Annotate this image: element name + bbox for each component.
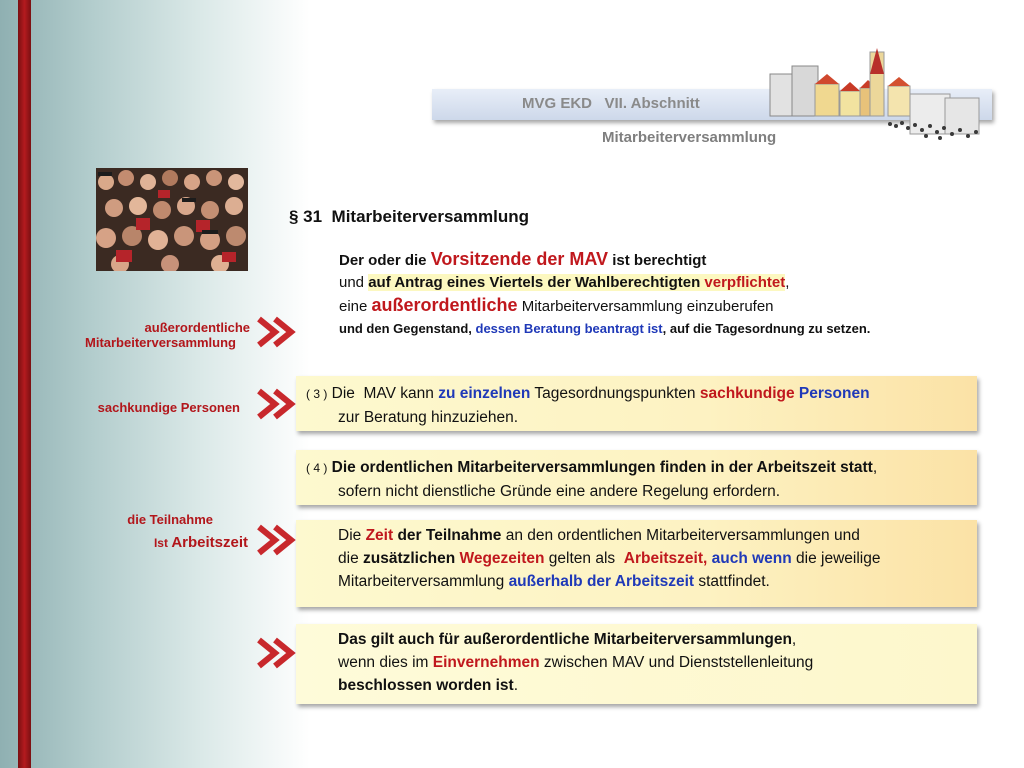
paragraph-box-arbeitszeit	[296, 520, 977, 607]
box-highlight: zusätzlichen	[363, 550, 456, 567]
box-highlight: Wegezeiten	[459, 550, 545, 567]
box-text: gelten als	[544, 550, 624, 567]
intro-line-4	[339, 318, 979, 340]
box3-line-1	[306, 382, 967, 406]
intro-highlight: auf Antrag eines Viertels der Wahlberechtigten	[368, 274, 701, 291]
box6-line-1	[296, 628, 967, 651]
box-text: stattfindet.	[694, 573, 770, 590]
double-chevron-right-icon	[256, 315, 298, 349]
crowd-photo	[96, 168, 248, 271]
intro-highlight: außerordentliche	[371, 295, 518, 315]
box4-line-2: sofern nicht dienstliche Gründe eine andere Regelung erfordern.	[338, 483, 781, 500]
intro-text: und	[339, 274, 369, 291]
double-chevron-right-icon	[256, 636, 298, 670]
paragraph-box-3	[296, 376, 977, 431]
box-text: zwischen MAV und Dienststellenleitung	[539, 654, 814, 671]
box-text: ,	[791, 631, 797, 648]
intro-text: eine	[339, 298, 372, 315]
intro-highlight: dessen Beratung beantragt ist	[475, 321, 663, 336]
paragraph-number: ( 3 )	[306, 387, 328, 401]
box-text: die	[338, 550, 363, 567]
box-highlight: Das gilt auch für außerordentliche Mitarbeiterversammlungen	[338, 631, 792, 648]
intro-text: Mitarbeiterversammlung einzuberufen	[517, 298, 774, 315]
intro-line-2	[339, 272, 979, 294]
box-text: Die MAV kann	[327, 385, 439, 402]
header-title: MVG EKD VII. Abschnitt	[522, 95, 700, 112]
box-text: die jeweilige	[791, 550, 881, 567]
header-subtitle: Mitarbeiterversammlung	[602, 129, 777, 146]
box-highlight: auch wenn	[711, 550, 792, 567]
side-label-line: außerordentliche	[144, 320, 250, 335]
box-text: Tagesordnungspunkten	[530, 385, 700, 402]
box-text: Die	[338, 527, 366, 544]
section-title: § 31 Mitarbeiterversammlung	[289, 207, 529, 226]
box5-line-2	[296, 547, 967, 570]
intro-text: und den Gegenstand,	[339, 321, 476, 336]
side-label-line: die Teilnahme	[127, 512, 213, 527]
box6-line-2	[296, 651, 967, 674]
box-highlight: Einvernehmen	[432, 654, 540, 671]
side-label-sachkundig	[60, 400, 240, 415]
side-label-ausserordentlich	[60, 320, 250, 350]
intro-paragraph	[339, 248, 979, 340]
intro-line-1	[339, 248, 979, 272]
box-highlight: zu einzelnen	[438, 385, 531, 402]
intro-line-3	[339, 294, 979, 318]
intro-highlight: verpflichtet	[704, 274, 786, 291]
town-skyline-illustration	[740, 46, 990, 146]
side-label-line: Mitarbeiterversammlung	[85, 335, 236, 350]
box-text: .	[513, 677, 519, 694]
box6-line-3	[296, 674, 967, 697]
intro-text: ist berechtigt	[608, 252, 707, 269]
side-label-line: Arbeitszeit	[171, 534, 248, 551]
box-highlight: beschlossen worden ist	[338, 677, 514, 694]
intro-text: ,	[785, 274, 790, 291]
box-text: wenn dies im	[338, 654, 433, 671]
box-highlight: außerhalb der Arbeitszeit	[508, 573, 695, 590]
side-label-teilnahme	[60, 512, 213, 527]
intro-highlight: Vorsitzende der MAV	[430, 249, 609, 269]
box5-line-1	[296, 524, 967, 547]
box5-line-3	[296, 570, 967, 593]
intro-text: , auf die Tagesordnung zu setzen.	[662, 321, 871, 336]
box-highlight: Zeit	[365, 527, 394, 544]
box-highlight: Arbeitszeit,	[623, 550, 708, 567]
box-text: ,	[872, 459, 878, 476]
box4-line-1	[306, 456, 967, 480]
box-highlight: sachkundige	[699, 385, 795, 402]
left-red-bar	[18, 0, 31, 768]
intro-text: Der oder die	[339, 252, 431, 269]
paragraph-box-ausserordentlich	[296, 624, 977, 704]
double-chevron-right-icon	[256, 387, 298, 421]
paragraph-box-4	[296, 450, 977, 505]
box-highlight: Personen	[798, 385, 870, 402]
box-highlight: Die ordentlichen Mitarbeiterversammlungen finden in der Arbeitszeit statt	[327, 459, 873, 476]
side-label-line: sachkundige Personen	[97, 400, 240, 415]
paragraph-number: ( 4 )	[306, 461, 328, 475]
box-text: an den ordentlichen Mitarbeiterversammlungen und	[501, 527, 860, 544]
side-label-line: Ist	[153, 536, 172, 550]
box-text: Mitarbeiterversammlung	[338, 573, 509, 590]
box-highlight: der Teilnahme	[397, 527, 502, 544]
box3-line-2: zur Beratung hinzuziehen.	[338, 409, 519, 426]
double-chevron-right-icon	[256, 523, 298, 557]
side-label-arbeitszeit	[60, 534, 248, 551]
